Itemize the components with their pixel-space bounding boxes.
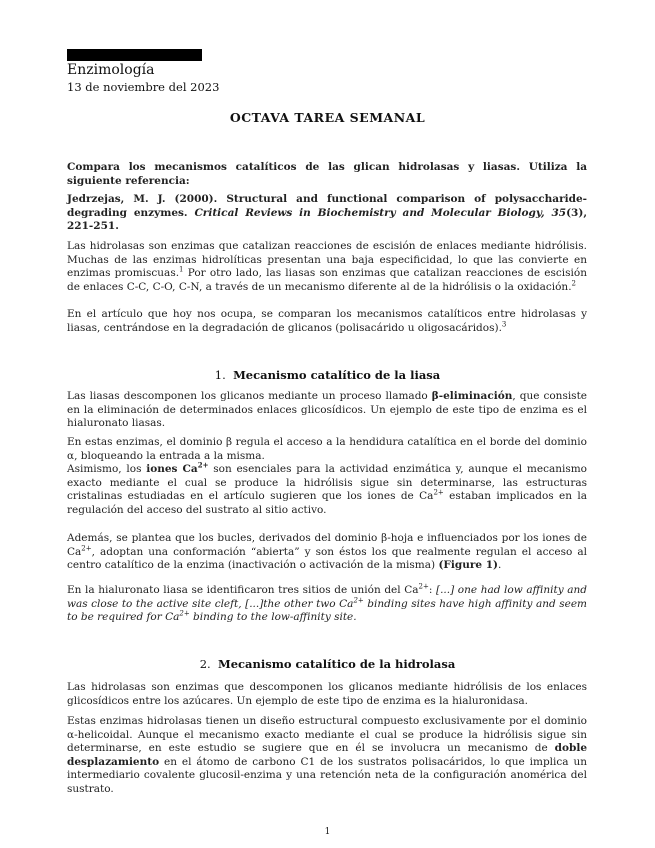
footnote-ref-2: 2 xyxy=(571,279,576,288)
section-1-title: Mecanismo catalítico de la liasa xyxy=(233,368,441,382)
section-1-paragraph-3 xyxy=(67,532,587,573)
quote-text-1: [...] one had low affinity and was close to the active site cleft, [...]the other two Ca xyxy=(67,584,587,610)
s1p2-sup-2: 2+ xyxy=(433,488,444,497)
s1p4-text-a: En la hialuronato liasa se identificaron tres sitios de unión del Ca xyxy=(67,584,419,596)
s1p2-bold: iones Ca xyxy=(146,463,198,476)
s2p2-text-a: Estas enzimas hidrolasas tienen un diseño estructural compuesto exclusivamente por el dominio α-helicoidal. Aunque el mecanismo exacto mediante el cual se produce la hidrólisis sigue sin determinarse, en este estudio se sugiere que en él se involucra un mecanismo de xyxy=(67,715,587,755)
quote-sup-1: 2+ xyxy=(353,596,364,605)
section-2-heading xyxy=(0,658,655,672)
figure-1-reference: (Figure 1) xyxy=(438,559,498,572)
s1p2-line-1: En estas enzimas, el dominio β regula el acceso a la hendidura catalítica en el borde del dominio α, bloqueando la entrada a la misma. xyxy=(67,436,587,462)
course-name: Enzimología xyxy=(67,62,155,78)
s1p3-text-b: , adoptan una conformación “abierta” y son éstos los que realmente regulan el acceso al centro catalítico de la enzima (inactivación o activación de la misma) xyxy=(67,545,587,572)
s2p2-text-b: en el átomo de carbono C1 de los sustratos polisacáridos, lo que implica un intermediario covalente glucosil-enzima y una retención neta de la configuración anomérica del sustrato. xyxy=(67,755,587,795)
page-number: 1 xyxy=(324,827,331,837)
s1p3-text-a: Además, se plantea que los bucles, derivados del dominio β-hoja e influenciados por los iones de Ca xyxy=(67,532,587,558)
s1p1-text-b: , que consiste en la eliminación de determinados enlaces glicosídicos. Un ejemplo de este tipo de enzima es el hialuronato liasas. xyxy=(67,390,588,430)
intro-text-2: En el artículo que hoy nos ocupa, se comparan los mecanismos catalíticos entre hidrolasas y liasas, centrándose en la degradación de glicanos (polisacárido u oligosacáridos). xyxy=(67,308,587,334)
reference-authors: Jedrzejas, M. J. (2000). Structural and functional comparison of polysaccharide-degrading enzymes. xyxy=(67,193,587,219)
s1p2-text-a: Asimismo, los xyxy=(67,463,147,476)
section-2-title: Mecanismo catalítico de la hidrolasa xyxy=(218,657,456,671)
quote-sup-2: 2+ xyxy=(179,609,190,618)
s1p2-text-b: son esenciales para la actividad enzimática y, aunque el mecanismo exacto mediante el cual se produce la hidrólisis sigue sin determinarse, las estructuras cristalinas estudiadas en el artículo sugieren que los iones de Ca xyxy=(67,463,587,503)
reference-pages: (3), 221-251. xyxy=(67,206,587,233)
redacted-name-bar xyxy=(67,49,202,61)
task-prompt: Compara los mecanismos catalíticos de las glican hidrolasas y liasas. Utiliza la siguiente referencia: xyxy=(67,161,587,187)
page-title: OCTAVA TAREA SEMANAL xyxy=(229,110,426,125)
footnote-ref-3: 3 xyxy=(501,320,507,329)
s1p1-text-a: Las liasas descomponen los glicanos mediante un proceso llamado xyxy=(67,390,432,402)
quote-text-3: binding to the low-affinity site. xyxy=(189,611,357,624)
s1p3-text-c: . xyxy=(498,559,502,572)
intro-text-1b: Por otro lado, las liasas son enzimas que catalizan reacciones de escisión de enlaces C-C, C-O, C-N, a través de un mecanismo diferente al de la hidrólisis o la oxidación. xyxy=(67,267,587,293)
section-1-number: 1. xyxy=(214,368,226,382)
footnote-ref-1: 1 xyxy=(179,265,184,274)
s2p1-text: Las hidrolasas son enzimas que descomponen los glicanos mediante hidrólisis de los enlaces glicosídicos entre los azúcares. Un ejemplo de este tipo de enzima es la hialuronidasa. xyxy=(67,681,587,707)
section-1-heading xyxy=(0,369,655,383)
s1p1-bold: β-eliminación xyxy=(431,390,513,402)
section-1-paragraph-4 xyxy=(67,584,587,625)
reference-journal: Critical Reviews in Biochemistry and Molecular Biology, 35 xyxy=(194,206,567,219)
section-2-paragraph-2 xyxy=(67,715,587,797)
s1p2-sup: 2+ xyxy=(197,460,209,470)
section-1-paragraph-1 xyxy=(67,390,587,431)
section-2-paragraph-1 xyxy=(67,681,587,708)
s1p3-sup: 2+ xyxy=(81,544,92,553)
intro-text-1: Las hidrolasas son enzimas que catalizan reacciones de escisión de enlaces mediante hidrólisis. Muchas de las enzimas hidrolíticas presentan una baja especificidad, lo que las convierte en enzimas promiscuas. xyxy=(67,240,587,280)
intro-paragraph-2 xyxy=(67,308,587,335)
s1p4-text-b: : xyxy=(428,584,436,596)
quote-text-2: binding sites have high affinity and seem to be required for Ca xyxy=(67,597,587,624)
section-1-paragraph-2 xyxy=(67,436,587,518)
s1p2-text-c: estaban implicados en la regulación del acceso del sustrato al sitio activo. xyxy=(67,490,587,516)
intro-paragraph-1 xyxy=(67,240,587,294)
reference-citation xyxy=(67,193,587,234)
s2p2-bold: doble desplazamiento xyxy=(67,742,587,768)
document-date: 13 de noviembre del 2023 xyxy=(67,80,220,94)
section-2-number: 2. xyxy=(199,657,211,671)
s1p4-sup: 2+ xyxy=(418,582,429,591)
